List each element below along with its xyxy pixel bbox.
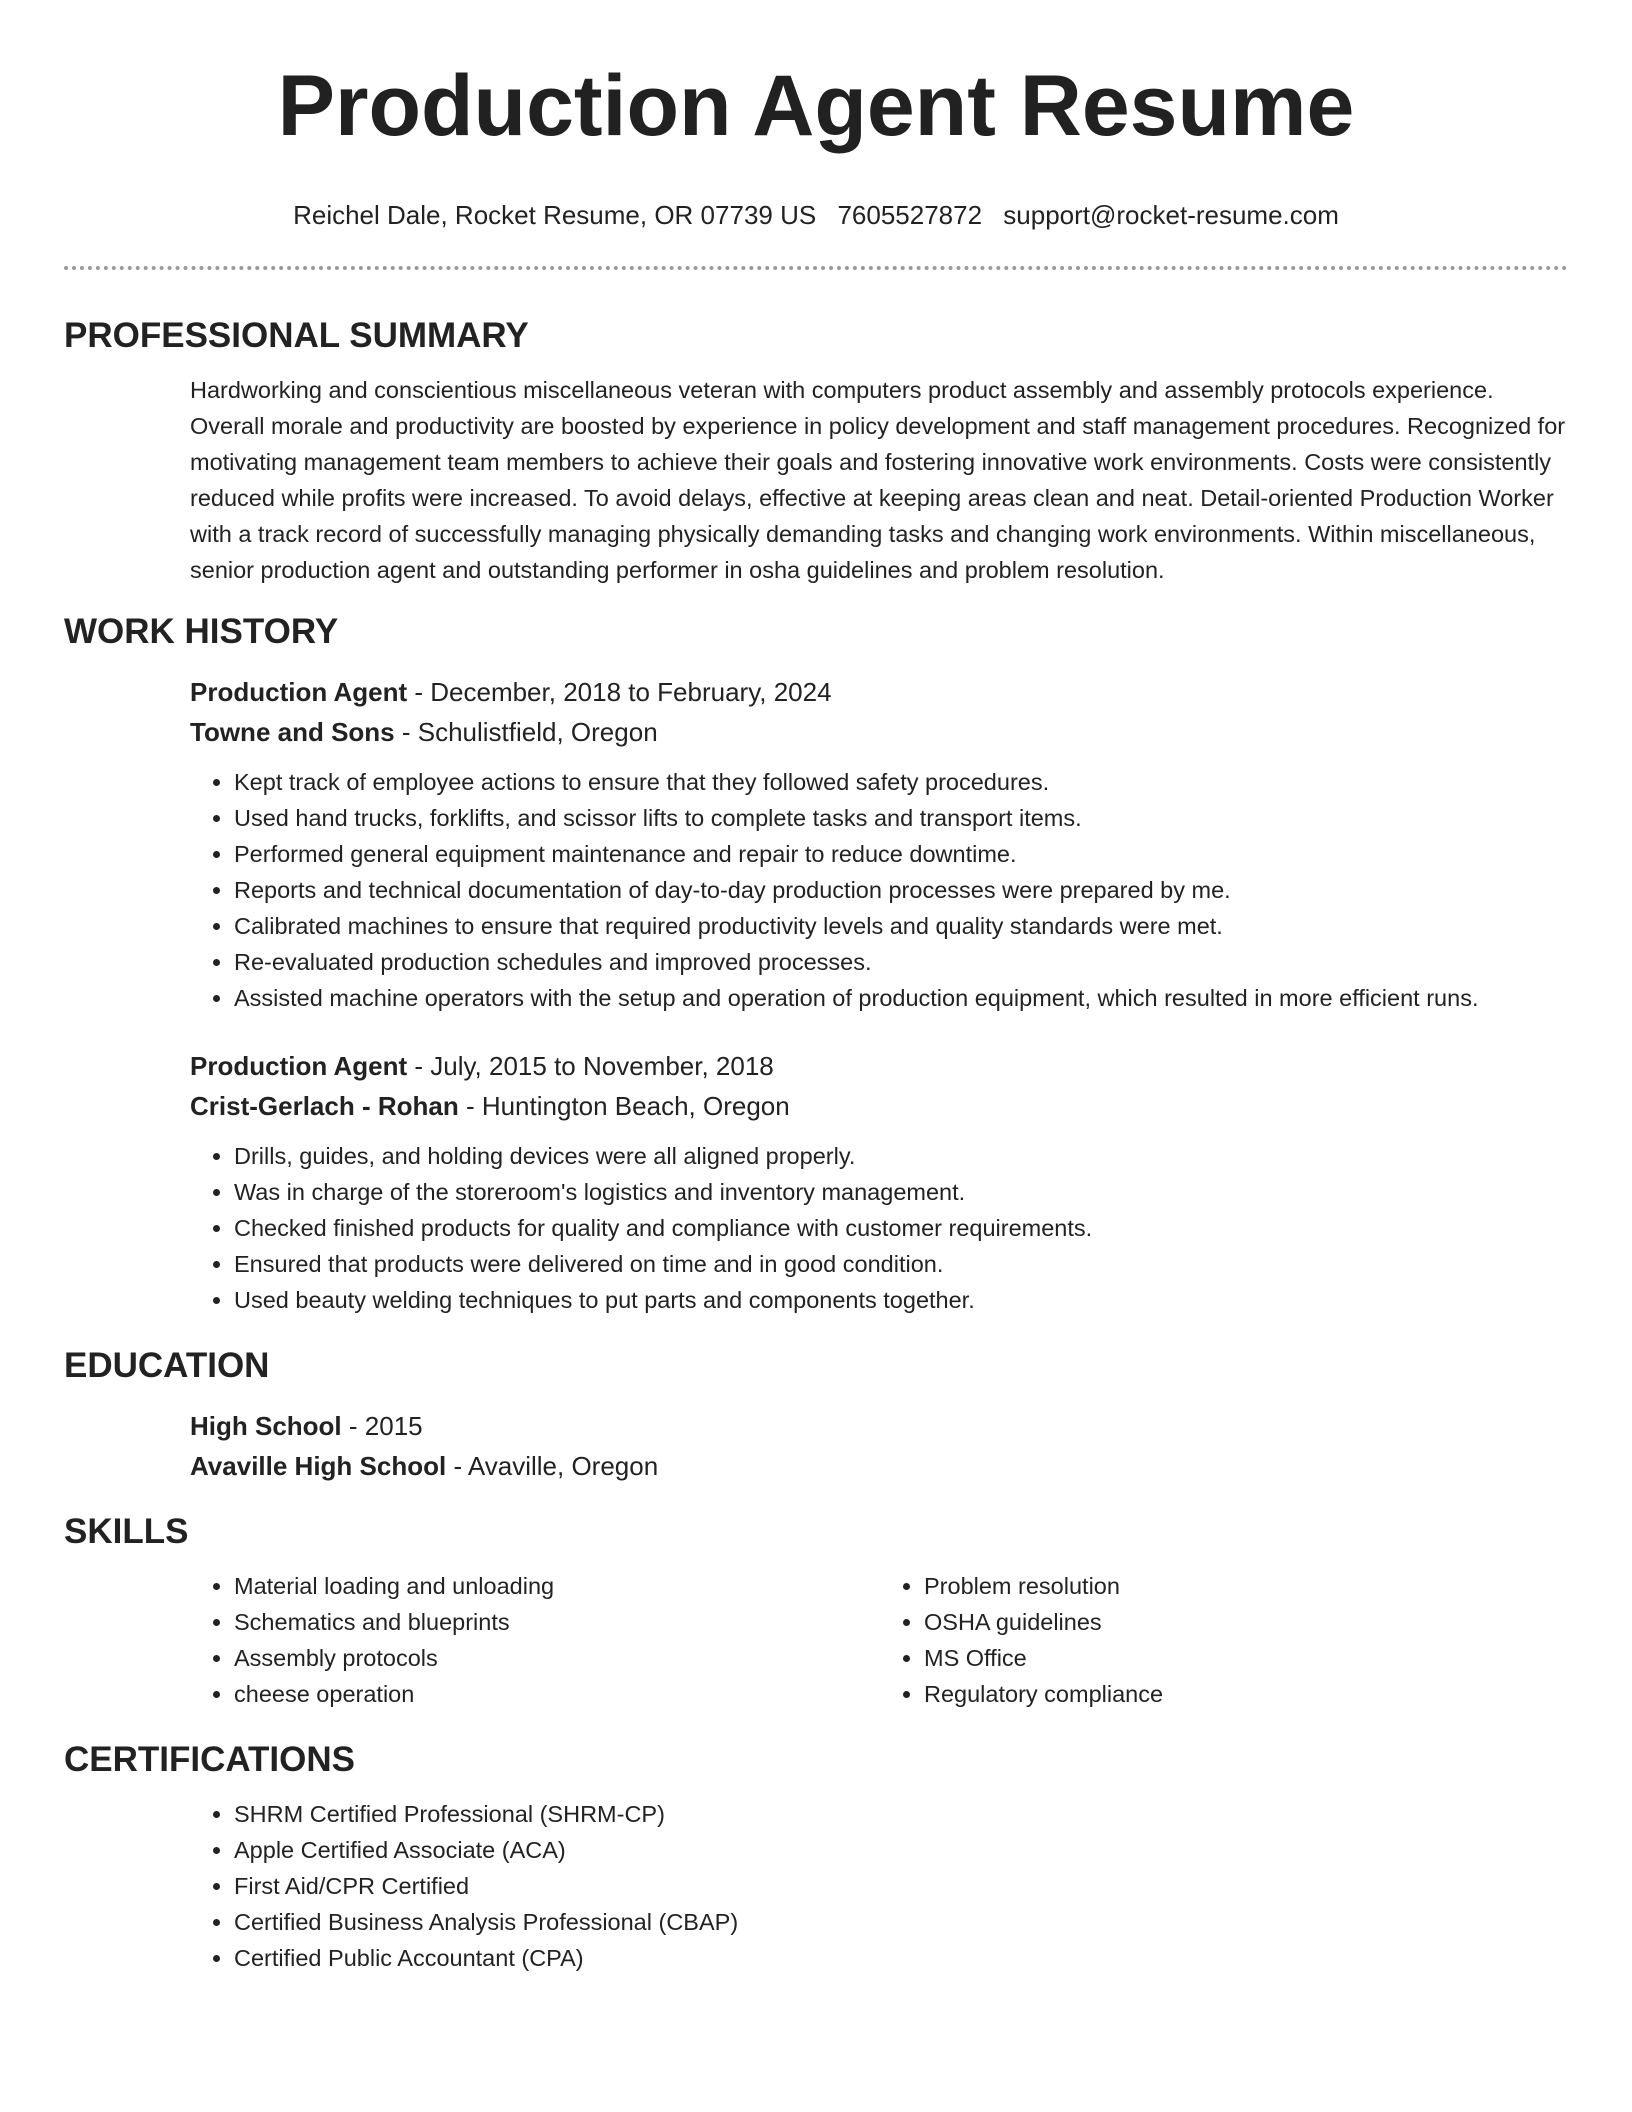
skills-list-right [880, 1568, 1570, 1712]
job-dates: - July, 2015 to November, 2018 [407, 1051, 774, 1081]
job-dates: - December, 2018 to February, 2024 [407, 677, 832, 707]
job-bullet: • Reports and technical documentation of day-to-day production processes were prepared by me. [234, 872, 1568, 908]
job-title-line [190, 672, 1568, 712]
skill-item: • OSHA guidelines [924, 1604, 1570, 1640]
skill-item: • Schematics and blueprints [234, 1604, 880, 1640]
skill-item: • MS Office [924, 1640, 1570, 1676]
contact-email: support@rocket-resume.com [1003, 200, 1339, 230]
job-entry [190, 672, 1568, 1016]
education-year: - 2015 [341, 1411, 423, 1441]
job-bullet: • Performed general equipment maintenance and repair to reduce downtime. [234, 836, 1568, 872]
job-bullet: • Checked finished products for quality and compliance with customer requirements. [234, 1210, 1568, 1246]
job-company: Crist-Gerlach - Rohan [190, 1091, 459, 1121]
skill-item: • Problem resolution [924, 1568, 1570, 1604]
skill-item: • Material loading and unloading [234, 1568, 880, 1604]
summary-section [190, 372, 1568, 588]
skill-item: • Assembly protocols [234, 1640, 880, 1676]
skills-grid [190, 1568, 1570, 1712]
summary-text: Hardworking and conscientious miscellaneous veteran with computers product assembly and assembly protocols experience. Overall morale and productivity are boosted by experience in policy development and staff management procedures. Recognized for motivating management team members to achieve their goals and fostering innovative work environments. Costs were consistently reduced while profits were increased. To avoid delays, effective at keeping areas clean and neat. Detail-oriented Production Worker with a track record of successfully managing physically demanding tasks and changing work environments. Within miscellaneous, senior production agent and outstanding performer in osha guidelines and problem resolution. [190, 377, 1566, 583]
job-bullet: • Re-evaluated production schedules and improved processes. [234, 944, 1568, 980]
job-title: Production Agent [190, 1051, 408, 1081]
education-degree-line [190, 1406, 1568, 1446]
resume-title: Production Agent Resume [277, 58, 1355, 154]
education-degree: High School [190, 1411, 342, 1441]
section-heading-work: WORK HISTORY [64, 612, 339, 651]
job-company-line [190, 712, 1568, 752]
skill-item: • Regulatory compliance [924, 1676, 1570, 1712]
job-title-line [190, 1046, 1568, 1086]
skill-item: • cheese operation [234, 1676, 880, 1712]
section-heading-certifications: CERTIFICATIONS [64, 1740, 356, 1779]
job-bullet: • Used hand trucks, forklifts, and scissor lifts to complete tasks and transport items. [234, 800, 1568, 836]
job-bullet: • Ensured that products were delivered on time and in good condition. [234, 1246, 1568, 1282]
skills-section [190, 1568, 1568, 1712]
education-school: Avaville High School [190, 1451, 447, 1481]
resume-page [64, 0, 1568, 1976]
certification-item: • SHRM Certified Professional (SHRM-CP) [234, 1796, 1568, 1832]
skills-list-left [190, 1568, 880, 1712]
education-section [190, 1406, 1568, 1486]
section-heading-summary: PROFESSIONAL SUMMARY [64, 316, 529, 355]
certification-item: • Certified Public Accountant (CPA) [234, 1940, 1568, 1976]
job-bullets [190, 764, 1568, 1016]
work-section [190, 672, 1568, 1318]
section-heading-skills: SKILLS [64, 1512, 189, 1551]
job-company-line [190, 1086, 1568, 1126]
job-bullet: • Calibrated machines to ensure that required productivity levels and quality standards were met. [234, 908, 1568, 944]
job-bullet: • Used beauty welding techniques to put parts and components together. [234, 1282, 1568, 1318]
job-bullet: • Drills, guides, and holding devices were all aligned properly. [234, 1138, 1568, 1174]
education-school-line [190, 1446, 1568, 1486]
job-bullet: • Assisted machine operators with the setup and operation of production equipment, which resulted in more efficient runs. [234, 980, 1568, 1016]
job-bullet: • Was in charge of the storeroom's logistics and inventory management. [234, 1174, 1568, 1210]
header-divider [64, 266, 1568, 270]
certifications-section [190, 1796, 1568, 1976]
certification-item: • Certified Business Analysis Professional (CBAP) [234, 1904, 1568, 1940]
job-entry [190, 1046, 1568, 1318]
job-bullets [190, 1138, 1568, 1318]
section-heading-education: EDUCATION [64, 1346, 270, 1385]
contact-address: Reichel Dale, Rocket Resume, OR 07739 US [293, 200, 817, 230]
job-location: - Huntington Beach, Oregon [458, 1091, 790, 1121]
certification-item: • Apple Certified Associate (ACA) [234, 1832, 1568, 1868]
certifications-list [190, 1796, 1568, 1976]
contact-phone: 7605527872 [837, 200, 983, 230]
job-title: Production Agent [190, 677, 408, 707]
certification-item: • First Aid/CPR Certified [234, 1868, 1568, 1904]
education-location: - Avaville, Oregon [446, 1451, 659, 1481]
job-company: Towne and Sons [190, 717, 395, 747]
contact-line [64, 198, 1568, 232]
job-location: - Schulistfield, Oregon [394, 717, 658, 747]
job-bullet: • Kept track of employee actions to ensure that they followed safety procedures. [234, 764, 1568, 800]
